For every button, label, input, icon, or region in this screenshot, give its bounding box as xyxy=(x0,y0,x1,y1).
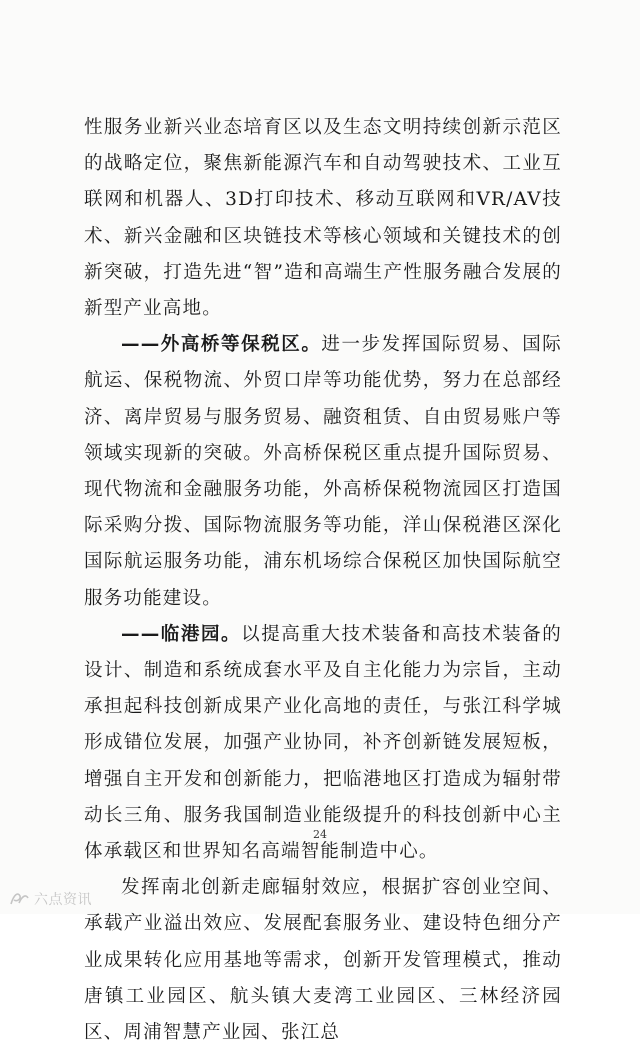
paragraph-1 xyxy=(84,110,562,327)
section-heading-lingang: ——临港园。 xyxy=(121,623,242,645)
paragraph-4-text: 发挥南北创新走廊辐射效应，根据扩容创业空间、承载产业溢出效应、发展配套服务业、建设特色细分产业成果转化应用基地等需求，创新开发管理模式，推动唐镇工业园区、航头镇大麦湾工业园区、三林经济园区、周浦智慧产业园、张江总 xyxy=(84,877,562,1044)
paragraph-1-text: 性服务业新兴业态培育区以及生态文明持续创新示范区的战略定位，聚焦新能源汽车和自动驾驶技术、工业互联网和机器人、3D打印技术、移动互联网和VR/AV技术、新兴金融和区块链技术等核心领域和关键技术的创新突破，打造先进“智”造和高端生产性服务融合发展的新型产业高地。 xyxy=(84,117,562,320)
section-heading-waigaoqiao: ——外高桥等保税区。 xyxy=(121,334,322,356)
document-body xyxy=(84,110,562,1051)
paragraph-3-text: 以提高重大技术装备和高技术装备的设计、制造和系统成套水平及自主化能力为宗旨，主动承担起科技创新成果产业化高地的责任，与张江科学城形成错位发展，加强产业协同，补齐创新链发展短板，增强自主开发和创新能力，把临港地区打造成为辐射带动长三角、服务我国制造业能级提升的科技创新中心主体承载区和世界知名高端智能制造中心。 xyxy=(84,623,563,863)
watermark-logo-icon xyxy=(8,890,30,908)
page-number: 24 xyxy=(313,828,327,841)
paragraph-2 xyxy=(84,327,562,617)
watermark xyxy=(8,888,92,910)
watermark-text: 六点资讯 xyxy=(34,892,92,908)
paragraph-2-text: 进一步发挥国际贸易、国际航运、保税物流、外贸口岸等功能优势，努力在总部经济、离岸贸易与服务贸易、融资租赁、自由贸易账户等领域实现新的突破。外高桥保税区重点提升国际贸易、现代物流和金融服务功能，外高桥保税物流园区打造国际采购分拨、国际物流服务等功能，洋山保税港区深化国际航运服务功能，浦东机场综合保税区加快国际航空服务功能建设。 xyxy=(84,334,562,609)
paragraph-4 xyxy=(84,870,562,1051)
